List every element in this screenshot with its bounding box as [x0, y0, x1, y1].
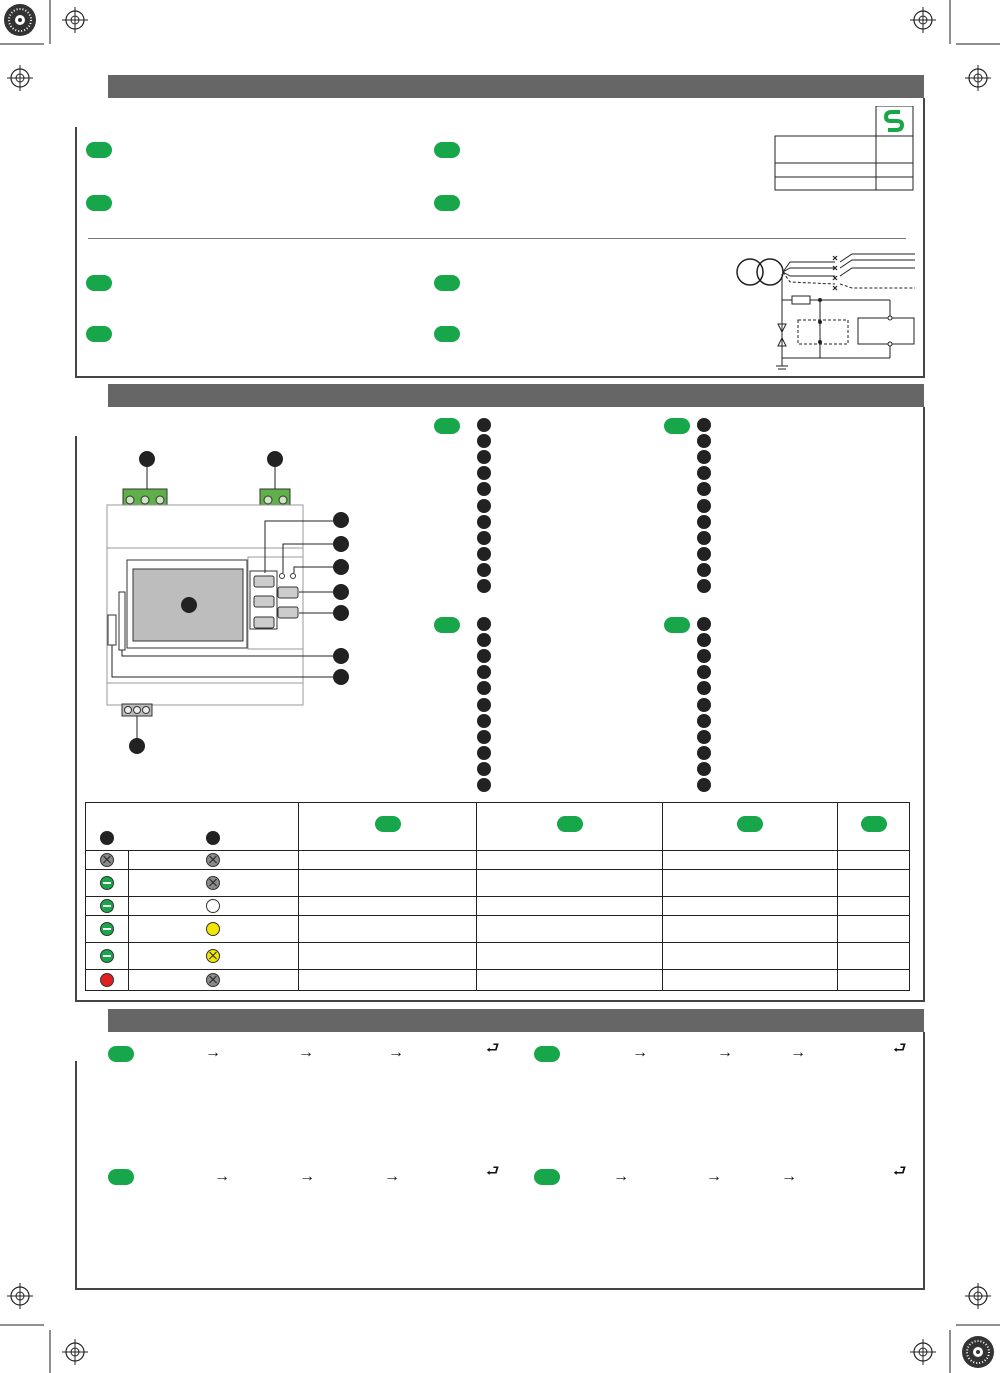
legend-number-marker: [697, 499, 711, 513]
crosshair-icon: [7, 65, 33, 91]
table-cell: [477, 851, 663, 870]
led-red-icon: [100, 973, 114, 987]
legend-number-marker: [477, 418, 491, 432]
device-diagram: [95, 445, 360, 760]
table-cell: [663, 851, 838, 870]
led-off-icon: [100, 853, 114, 867]
sunburst-target-icon: [962, 1336, 994, 1368]
led-white-icon: [206, 899, 220, 913]
legend-number-marker: [697, 579, 711, 593]
legend-number-marker: [697, 531, 711, 545]
table-cell: [477, 916, 663, 943]
section-3-left-rule: [75, 1061, 77, 1290]
step-badge: [86, 275, 112, 291]
right-arrow-icon: →: [706, 1168, 722, 1185]
legend-number-marker: [697, 515, 711, 529]
legend-badge: [434, 617, 460, 633]
table-cell: [663, 970, 838, 991]
led-state-table: [85, 802, 910, 991]
right-arrow-icon: →: [214, 1168, 230, 1185]
led-yellow-icon: [206, 922, 220, 936]
column-badge: [557, 816, 583, 832]
table-row: [86, 897, 910, 916]
callout-marker: [333, 559, 349, 575]
spec-table: [774, 106, 916, 192]
return-arrow-icon: ⮐: [893, 1040, 907, 1057]
callout-marker: [333, 536, 349, 552]
legend-number-marker: [697, 617, 711, 631]
led-off-icon: [206, 876, 220, 890]
legend-number-marker: [697, 762, 711, 776]
step-badge: [434, 195, 460, 211]
table-cell: [838, 851, 910, 870]
legend-number-marker: [477, 515, 491, 529]
return-arrow-icon: ⮐: [486, 1040, 500, 1057]
table-cell: [663, 916, 838, 943]
legend-number-marker: [477, 746, 491, 760]
table-cell: [299, 851, 477, 870]
column-badge: [737, 816, 763, 832]
section-1-header-band: [108, 75, 924, 98]
led-1-marker: [100, 831, 114, 845]
legend-number-marker: [697, 714, 711, 728]
crosshair-icon: [965, 1283, 991, 1309]
right-arrow-icon: →: [613, 1168, 629, 1185]
wiring-schematic: [730, 248, 920, 373]
legend-number-marker: [697, 698, 711, 712]
table-row: [86, 851, 910, 870]
step-badge: [434, 142, 460, 158]
legend-number-marker: [477, 730, 491, 744]
callout-marker: [129, 738, 145, 754]
legend-number-marker: [477, 547, 491, 561]
legend-badge: [664, 418, 690, 434]
legend-number-marker: [697, 746, 711, 760]
legend-number-marker: [697, 434, 711, 448]
led-yellow-blink-icon: [206, 949, 220, 963]
legend-number-marker: [477, 617, 491, 631]
legend-number-marker: [477, 531, 491, 545]
table-cell: [838, 916, 910, 943]
table-cell: [838, 943, 910, 970]
callout-marker: [333, 648, 349, 664]
right-arrow-icon: →: [388, 1044, 404, 1061]
legend-number-marker: [697, 633, 711, 647]
table-cell: [477, 897, 663, 916]
right-arrow-icon: →: [384, 1168, 400, 1185]
table-cell: [299, 870, 477, 897]
table-cell: [838, 897, 910, 916]
procedure-badge: [534, 1169, 560, 1185]
crosshair-icon: [910, 7, 936, 33]
right-arrow-icon: →: [717, 1044, 733, 1061]
table-cell: [663, 870, 838, 897]
right-arrow-icon: →: [781, 1168, 797, 1185]
led-off-icon: [206, 853, 220, 867]
table-row: [86, 970, 910, 991]
section-3-frame: [75, 1032, 925, 1290]
callout-marker: [267, 451, 283, 467]
right-arrow-icon: →: [205, 1044, 221, 1061]
right-arrow-icon: →: [299, 1168, 315, 1185]
led-state-rows: [86, 851, 910, 991]
callout-marker: [333, 669, 349, 685]
table-cell: [299, 943, 477, 970]
callout-marker: [333, 512, 349, 528]
table-cell: [663, 897, 838, 916]
table-cell: [477, 943, 663, 970]
legend-number-marker: [477, 714, 491, 728]
sunburst-target-icon: [4, 4, 36, 36]
right-arrow-icon: →: [298, 1044, 314, 1061]
crosshair-icon: [62, 7, 88, 33]
table-cell: [299, 897, 477, 916]
crosshair-icon: [910, 1339, 936, 1365]
callout-marker: [333, 584, 349, 600]
legend-badge: [434, 418, 460, 434]
legend-number-marker: [477, 778, 491, 792]
column-badge: [375, 816, 401, 832]
section-1-divider: [88, 238, 906, 239]
table-cell: [838, 970, 910, 991]
procedure-badge: [108, 1046, 134, 1062]
crosshair-icon: [62, 1339, 88, 1365]
table-cell: [299, 916, 477, 943]
legend-number-marker: [477, 434, 491, 448]
right-arrow-icon: →: [632, 1044, 648, 1061]
callout-marker: [139, 451, 155, 467]
procedure-badge: [108, 1169, 134, 1185]
table-row: [86, 916, 910, 943]
table-cell: [663, 943, 838, 970]
legend-number-marker: [477, 563, 491, 577]
table-cell: [477, 970, 663, 991]
legend-number-marker: [697, 563, 711, 577]
section-2-header-band: [108, 384, 924, 407]
led-green-icon: [100, 949, 114, 963]
table-row: [86, 943, 910, 970]
led-green-icon: [100, 899, 114, 913]
section-1-left-rule: [75, 127, 77, 378]
callout-marker: [333, 605, 349, 621]
led-green-icon: [100, 922, 114, 936]
legend-number-marker: [477, 579, 491, 593]
section-2-left-rule: [75, 436, 77, 1002]
procedure-badge: [534, 1046, 560, 1062]
table-cell: [838, 870, 910, 897]
legend-badge: [664, 617, 690, 633]
crosshair-icon: [7, 1283, 33, 1309]
step-badge: [434, 275, 460, 291]
led-2-marker: [206, 831, 220, 845]
legend-number-marker: [477, 499, 491, 513]
legend-number-marker: [697, 778, 711, 792]
schneider-logo-icon: [886, 112, 902, 130]
legend-number-marker: [697, 730, 711, 744]
callout-marker: [181, 597, 197, 613]
table-row: [86, 870, 910, 897]
right-arrow-icon: →: [790, 1044, 806, 1061]
step-badge: [86, 142, 112, 158]
legend-number-marker: [697, 547, 711, 561]
return-arrow-icon: ⮐: [486, 1163, 500, 1180]
section-3-header-band: [108, 1009, 924, 1032]
return-arrow-icon: ⮐: [893, 1163, 907, 1180]
crosshair-icon: [965, 65, 991, 91]
led-green-icon: [100, 876, 114, 890]
led-off-icon: [206, 973, 220, 987]
table-cell: [477, 870, 663, 897]
legend-number-marker: [697, 418, 711, 432]
step-badge: [86, 195, 112, 211]
step-badge: [86, 326, 112, 342]
table-cell: [299, 970, 477, 991]
column-badge: [861, 816, 887, 832]
legend-number-marker: [477, 698, 491, 712]
step-badge: [434, 326, 460, 342]
legend-number-marker: [477, 633, 491, 647]
legend-number-marker: [477, 762, 491, 776]
